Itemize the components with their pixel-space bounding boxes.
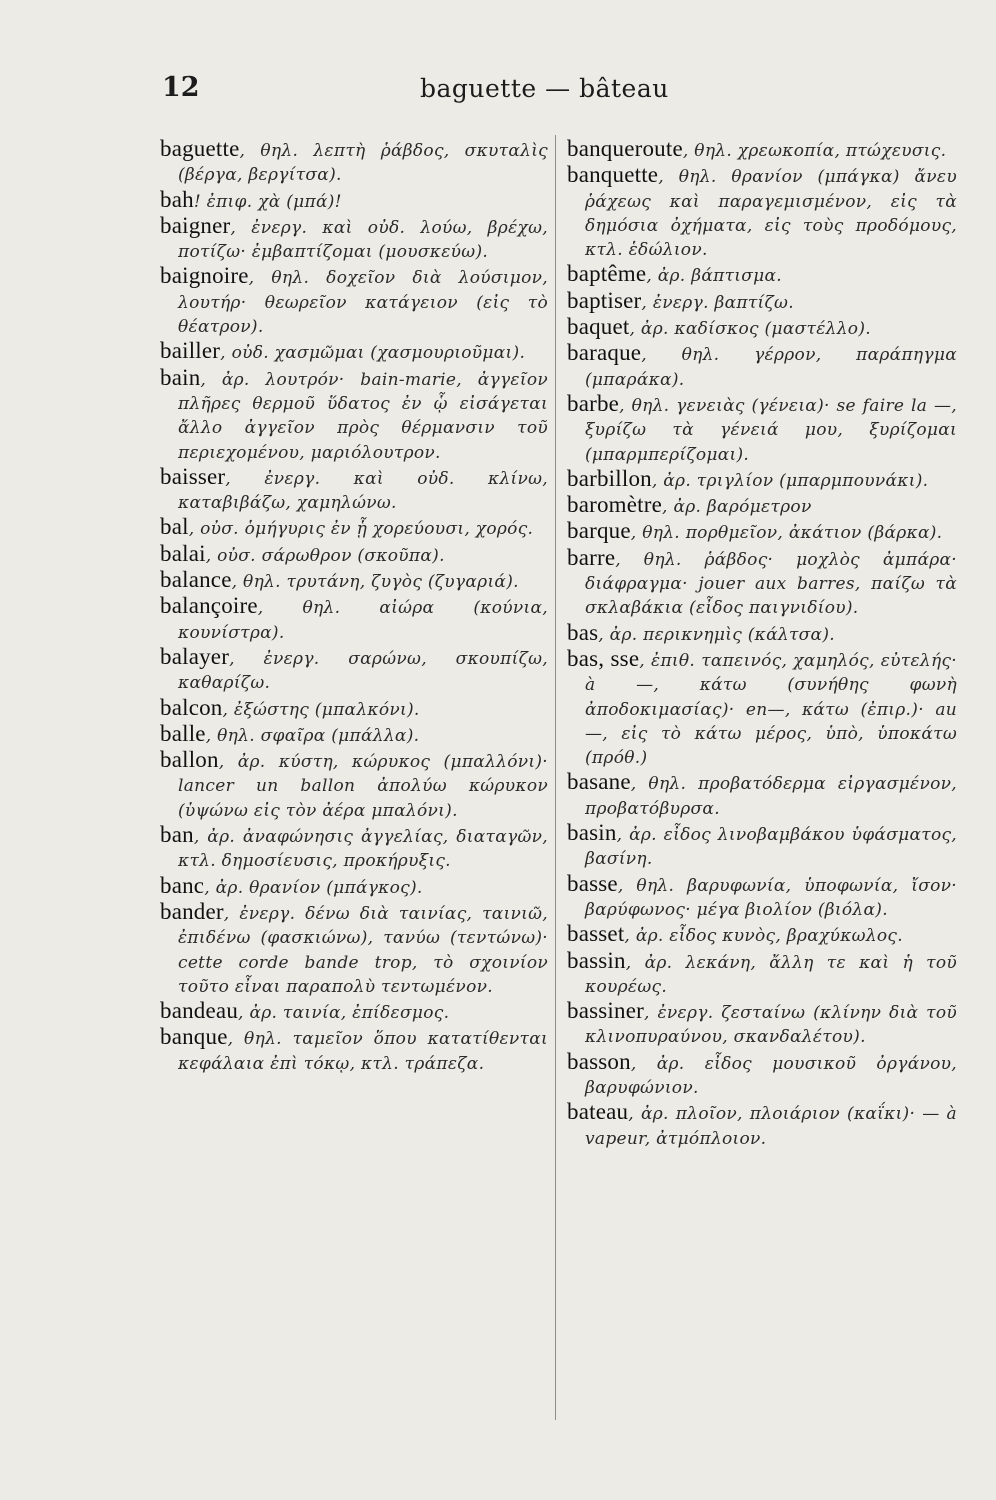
dictionary-entry [567, 315, 957, 341]
entry-definition: , ἀρ. θρανίον (μπάγκος). [204, 877, 423, 898]
dictionary-entry [567, 546, 957, 621]
dictionary-entry [160, 999, 548, 1025]
entry-definition: , ἀρ. βαρόμετρον [662, 497, 812, 518]
entry-definition: , ἐνεργ. καὶ οὐδ. λούω, βρέχω, ποτίζω· ἐμβαπτίζομαι (μουσκεύω). [178, 217, 548, 263]
entry-definition: ! ἐπιφ. χὰ (μπά)! [193, 191, 342, 212]
entry-headword: baisser [160, 463, 226, 489]
entry-definition: , θηλ. ῥάβδος· μοχλὸς ἀμπάρα· διάφραγμα· jouer aux barres, παίζω τὰ σκλαβάκια (εἶδος παιγνιδίου). [585, 549, 957, 619]
entry-headword: baraque [567, 340, 642, 366]
dictionary-entry [567, 1100, 957, 1151]
entry-definition: , θηλ. σφαῖρα (μπάλλα). [205, 725, 420, 746]
entry-definition: , θηλ. χρεωκοπία, πτώχευσις. [682, 141, 947, 161]
entry-definition: , ἀρ. περικνημὶς (κάλτσα). [598, 624, 835, 645]
dictionary-entry [567, 467, 957, 493]
entry-definition: , ἀρ. κύστη, κώρυκος (μπαλλόνι)· lancer un ballon ἀπολύω κώρυκον (ὑψώνω εἰς τὸν ἀέρα μπαλόνι). [178, 752, 548, 821]
dictionary-entry [567, 392, 957, 467]
entry-headword: basane [567, 769, 631, 795]
dictionary-entry [567, 163, 957, 262]
entry-definition: , ἀρ. πλοῖον, πλοιάριον (καΐκι)· — à vapeur, ἀτμόπλοιον. [585, 1104, 957, 1149]
entry-definition: , θηλ. λεπτὴ ῥάβδος, σκυταλὶς (βέργα, βεργίτσα). [178, 141, 548, 186]
entry-headword: baignoire [160, 263, 249, 289]
dictionary-entry [160, 874, 548, 900]
entry-headword: baromètre [567, 492, 663, 518]
dictionary-entry [567, 289, 957, 315]
dictionary-entry [160, 1025, 548, 1076]
entry-headword: ban [160, 822, 194, 848]
entry-headword: bateau [567, 1099, 629, 1125]
entry-headword: banc [160, 872, 205, 898]
entry-headword: ballon [160, 747, 219, 773]
dictionary-entry [567, 1050, 957, 1101]
entry-headword: bain [160, 364, 201, 390]
dictionary-entry [160, 900, 548, 999]
entry-definition: , ἐνεργ. δένω διὰ ταινίας, ταινιῶ, ἐπιδένω (φασκιώνω), τανύω (τεντώνω)· cette corde bande trop, τὸ σχοινίον τοῦτο εἶναι παραπολὺ τεντωμένον. [178, 903, 548, 997]
dictionary-entry [567, 949, 957, 1000]
dictionary-entry [160, 366, 548, 465]
entry-definition: , οὐσ. σάρωθρον (σκοῦπα). [205, 545, 445, 566]
dictionary-entry [160, 465, 548, 516]
entry-headword: balançoire [160, 593, 258, 619]
entry-definition: , ἐπιθ. ταπεινός, χαμηλός, εὐτελής· à —, κάτω (συνήθης φωνὴ ἀποδοκιμασίας)· en—, κάτω (ἐπιρ.)· au —, εἰς τὸ κάτω μέρος, ὑπὸ, ὑποκάτω (πρόθ.) [585, 650, 958, 769]
dictionary-entry [567, 821, 957, 872]
entry-headword: basson [567, 1048, 631, 1074]
entry-definition: , ἀρ. εἶδος μουσικοῦ ὀργάνου, βαρυφώνιον. [585, 1053, 957, 1098]
entry-definition: , οὐδ. χασμῶμαι (χασμουριοῦμαι). [220, 343, 526, 364]
right-column [567, 137, 957, 1151]
column-divider [555, 135, 556, 1420]
entry-headword: basset [567, 921, 625, 947]
entry-definition: , θηλ. πορθμεῖον, ἀκάτιον (βάρκα). [630, 523, 943, 544]
entry-definition: , ἐνεργ. ζεσταίνω (κλίνην διὰ τοῦ κλινοπυραύνου, σκανδαλέτου). [585, 1003, 957, 1048]
dictionary-entry [160, 188, 548, 214]
dictionary-entry [567, 262, 957, 288]
dictionary-entry [160, 696, 548, 722]
entry-headword: barbillon [567, 465, 652, 491]
entry-definition: , ἐξώστης (μπαλκόνι). [222, 699, 420, 720]
dictionary-entry [567, 872, 957, 923]
entry-definition: , θηλ. βαρυφωνία, ὑποφωνία, ἴσον· βαρύφωνος· μέγα βιολίον (βιόλα). [585, 875, 957, 920]
entry-definition: , θηλ. προβατόδερμα εἰργασμένον, προβατόβυρσα. [585, 774, 957, 819]
dictionary-entry [160, 542, 548, 568]
dictionary-entry [567, 647, 957, 770]
entry-definition: , θηλ. γενειὰς (γένεια)· se faire la —, ξυρίζω τὰ γένειά μου, ξυρίζομαι (μπαρμπερίζομαι). [585, 395, 957, 465]
entry-headword: balayer [160, 643, 230, 669]
dictionary-entry [160, 339, 548, 365]
entry-definition: , ἐνεργ. σαρώνω, σκουπίζω, καθαρίζω. [178, 648, 548, 694]
entry-headword: bal [160, 514, 189, 540]
entry-definition: , ἐνεργ. καὶ οὐδ. κλίνω, καταβιβάζω, χαμηλώνω. [178, 468, 548, 514]
entry-definition: , θηλ. ταμεῖον ὅπου κατατίθενται κεφάλαια ἐπὶ τόκῳ, κτλ. τράπεζα. [178, 1029, 548, 1074]
entry-headword: bassiner [567, 998, 644, 1024]
entry-definition: , ἀρ. βάπτισμα. [646, 266, 782, 287]
entry-definition: , ἀρ. καδίσκος (μαστέλλο). [629, 319, 871, 340]
entry-definition: , θηλ. τρυτάνη, ζυγὸς (ζυγαριά). [231, 572, 519, 593]
page-number: 12 [162, 72, 200, 103]
dictionary-entry [567, 341, 957, 392]
entry-headword: bander [160, 898, 224, 924]
entry-headword: baptiser [567, 287, 642, 313]
entry-headword: bassin [567, 947, 626, 973]
entry-headword: baptême [567, 261, 647, 287]
entry-definition: , θηλ. γέρρον, παράπηγμα (μπαράκα). [585, 345, 957, 390]
entry-headword: banquette [567, 162, 659, 188]
entry-headword: balcon [160, 694, 223, 720]
entry-headword: bailler [160, 338, 221, 364]
dictionary-entry [160, 214, 548, 265]
entry-headword: bandeau [160, 998, 239, 1024]
entry-definition: , θηλ. δοχεῖον διὰ λούσιμον, λουτήρ· θεωρεῖον κατάγειον (εἰς τὸ θέατρον). [178, 268, 548, 338]
dictionary-entry [160, 722, 548, 748]
entry-headword: basin [567, 820, 617, 846]
entry-definition: , ἐνεργ. βαπτίζω. [641, 292, 794, 313]
entry-headword: barque [567, 518, 631, 544]
dictionary-entry [160, 594, 548, 645]
entry-headword: bas, sse [567, 645, 640, 671]
entry-definition: , ἀρ. εἶδος λινοβαμβάκου ὑφάσματος, βασίνη. [585, 825, 957, 870]
entry-definition: , ἀρ. ταινία, ἐπίδεσμος. [238, 1003, 450, 1024]
entry-headword: baquet [567, 314, 630, 340]
dictionary-entry [567, 922, 957, 948]
dictionary-entry [567, 999, 957, 1050]
entry-definition: , ἀρ. λεκάνη, ἄλλη τε καὶ ἡ τοῦ κουρέως. [585, 952, 957, 997]
dictionary-entry [160, 515, 548, 541]
entry-definition: , θηλ. αἰώρα (κούνια, κουνίστρα). [178, 598, 548, 643]
entry-headword: balai [160, 540, 206, 566]
dictionary-entry [567, 493, 957, 519]
entry-headword: banque [160, 1024, 228, 1050]
dictionary-entry [160, 264, 548, 339]
dictionary-entry [160, 568, 548, 594]
entry-headword: banqueroute [567, 136, 683, 161]
entry-definition: , ἀρ. λουτρόν· bain-marie, ἀγγεῖον πλῆρες θερμοῦ ὕδατος ἐν ᾧ εἰσάγεται ἄλλο ἀγγεῖον πρὸς θέρμανσιν τοῦ περιεχομένου, μαριόλουτρον. [178, 369, 548, 463]
entry-headword: bas [567, 619, 599, 645]
entry-headword: baigner [160, 212, 231, 238]
entry-definition: , οὐσ. ὁμήγυρις ἐν ᾗ χορεύουσι, χορός. [188, 519, 534, 540]
running-head: baguette — bâteau [420, 74, 669, 103]
entry-definition: , ἀρ. τριγλίον (μπαρμπουνάκι). [651, 470, 929, 491]
entry-headword: barbe [567, 390, 620, 416]
entry-headword: barre [567, 544, 616, 570]
dictionary-entry [160, 645, 548, 696]
entry-definition: , ἀρ. εἶδος κυνὸς, βραχύκωλος. [624, 926, 903, 947]
entry-headword: bah [160, 186, 194, 212]
entry-headword: baguette [160, 136, 240, 161]
dictionary-entry [160, 748, 548, 823]
dictionary-entry [567, 137, 957, 163]
dictionary-entry [567, 519, 957, 545]
dictionary-entry [160, 823, 548, 874]
dictionary-entry [567, 770, 957, 821]
left-column [160, 137, 548, 1076]
entry-headword: balance [160, 567, 232, 593]
dictionary-entry [160, 137, 548, 188]
entry-headword: balle [160, 720, 206, 746]
dictionary-entry [567, 621, 957, 647]
entry-definition: , θηλ. θρανίον (μπάγκα) ἄνευ ῥάχεως καὶ παραγεμισμένον, εἰς τὰ δημόσια ὀχήματα, εἰς τοὺς προδόμους, κτλ. ἑδώλιον. [585, 167, 957, 261]
entry-definition: , ἀρ. ἀναφώνησις ἀγγελίας, διαταγῶν, κτλ. δημοσίευσις, προκήρυξις. [178, 827, 548, 872]
entry-headword: basse [567, 870, 618, 896]
